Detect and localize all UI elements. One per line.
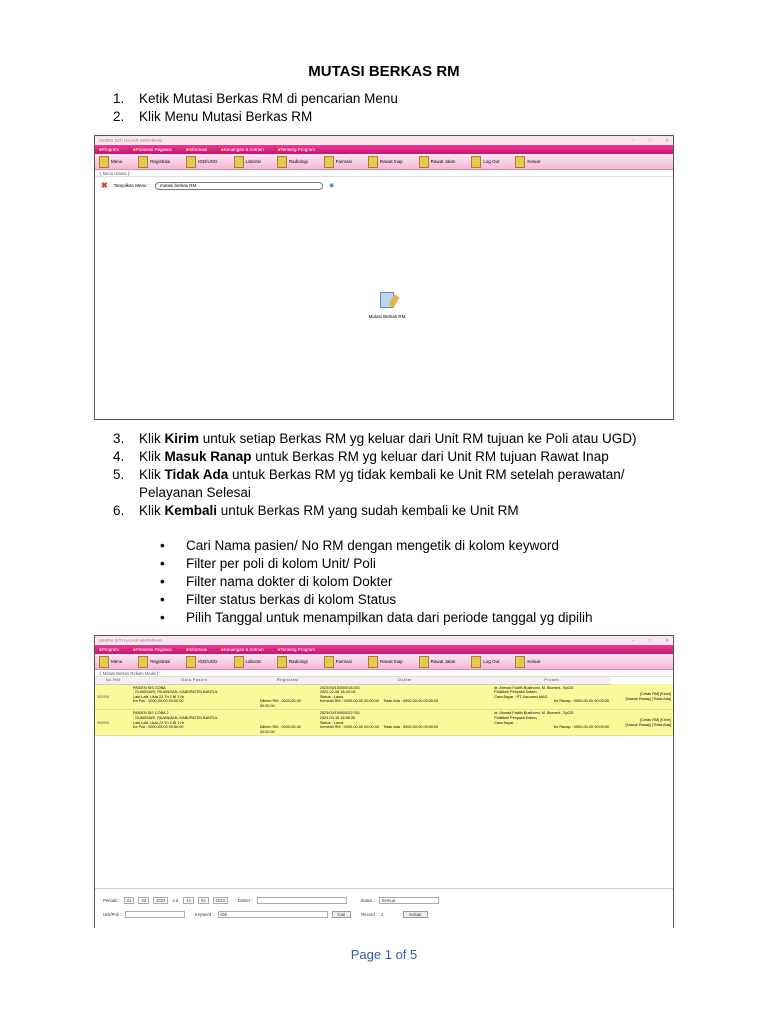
toolbar-logout-button[interactable]: Log Out bbox=[471, 156, 499, 168]
step-number: 3. bbox=[113, 431, 125, 446]
bullet-item: • Filter status berkas di kolom Status bbox=[160, 592, 397, 607]
column-header: Data Pasien bbox=[131, 677, 258, 684]
menubar bbox=[95, 145, 673, 154]
proses-cell[interactable] bbox=[611, 684, 673, 710]
window-titlebar bbox=[95, 136, 673, 145]
toolbar-registrasi-button[interactable]: Registrasi bbox=[138, 656, 170, 668]
step-text: Klik Kirim untuk setiap Berkas RM yg keluar dari Unit RM tujuan ke Poli atau UGD) bbox=[139, 431, 637, 446]
menu-tentang[interactable]: ■ Tentang Program bbox=[278, 647, 315, 652]
cari-button[interactable]: Cari bbox=[332, 911, 352, 918]
page-footer: Page 1 of 5 bbox=[350, 947, 418, 962]
toolbar-farmasi-button[interactable]: Farmasi bbox=[324, 656, 352, 668]
toolbar-menu-button[interactable]: Menu bbox=[99, 656, 122, 668]
proses-cell[interactable] bbox=[611, 710, 673, 736]
window-title: SIMRS SITI HAJAR MATARAM bbox=[99, 138, 162, 143]
menu-informasi[interactable]: ■ Informasi bbox=[186, 147, 207, 152]
close-icon[interactable]: ✕ bbox=[665, 137, 669, 143]
bullet-item: • Filter nama dokter di kolom Dokter bbox=[160, 574, 393, 589]
step-item bbox=[113, 108, 679, 126]
step-number: 2. bbox=[113, 109, 125, 124]
column-header: Dokter bbox=[318, 677, 492, 684]
keyword-input[interactable]: kbb bbox=[218, 911, 328, 918]
unit-poli-select[interactable] bbox=[125, 911, 185, 918]
step-item bbox=[113, 430, 679, 448]
panel-title: ::[ Mutasi Berkas Rekam Medis ]:: bbox=[95, 670, 673, 677]
bullet-item: • Cari Nama pasien/ No RM dengan mengetik di kolom keyword bbox=[160, 538, 559, 553]
filter-bar: Periode : 01 03 2023 s.d. 14 03 2023 Dokter : Status : Semua Unit/Poli : Keyword : kbb Cari Record : 2 Keluar bbox=[95, 888, 673, 928]
toolbar-rawat-jalan-button[interactable]: Rawat Jalan bbox=[419, 656, 456, 668]
search-icon[interactable]: ◉ bbox=[328, 183, 335, 189]
mutasi-table bbox=[95, 677, 673, 736]
clear-icon[interactable]: ✖ bbox=[101, 181, 108, 190]
menubar bbox=[95, 645, 673, 654]
table-row[interactable] bbox=[95, 710, 673, 736]
column-header: Proses bbox=[492, 677, 611, 684]
tanggal-akhir-month[interactable]: 03 bbox=[198, 897, 209, 904]
search-label: Tampilkan Menu : bbox=[113, 183, 149, 188]
toolbar-rawat-inap-button[interactable]: Rawat Inap bbox=[368, 656, 403, 668]
step-text: Klik Menu Mutasi Berkas RM bbox=[139, 109, 313, 124]
screenshot-mutasi-berkas bbox=[94, 635, 674, 928]
menu-search-row bbox=[95, 177, 673, 194]
menu-program[interactable]: ■ Program bbox=[99, 147, 119, 152]
close-icon[interactable]: ✕ bbox=[665, 637, 669, 643]
screenshot-menu-utama bbox=[94, 135, 674, 420]
toolbar bbox=[95, 654, 673, 670]
menu-presensi[interactable]: ■ Presensi Pegawai bbox=[133, 147, 172, 152]
mutasi-berkas-menu-item[interactable] bbox=[367, 292, 407, 319]
document-edit-icon bbox=[380, 292, 394, 308]
toolbar-laborat-button[interactable]: Laborat bbox=[234, 656, 261, 668]
cetak-kirim-link[interactable]: [Cetak RM] [Kirim] bbox=[640, 718, 671, 723]
dokter-select[interactable] bbox=[257, 897, 347, 904]
step-text: Klik Masuk Ranap untuk Berkas RM yg keluar dari Unit RM tujuan Rawat Inap bbox=[139, 449, 609, 464]
menu-item-label: Mutasi Berkas RM bbox=[368, 314, 406, 319]
pasien-cell: PASIEN SIS COBA , GUNDSARI, PAJANGAN, KABUPATEN BANTUL Laki-Laki, Usia 22 Th 2 Bl 1 Hr Ke Poli : 0000-00-00 00:00:00 bbox=[131, 684, 258, 710]
toolbar-menu-button[interactable]: Menu bbox=[99, 156, 122, 168]
tanggal-akhir-day[interactable]: 14 bbox=[183, 897, 194, 904]
ranap-tidak-ada-link[interactable]: [Masuk Ranap] [Tidak Ada] bbox=[625, 696, 671, 701]
toolbar-rawat-inap-button[interactable]: Rawat Inap bbox=[368, 156, 403, 168]
toolbar-keluar-button[interactable]: Keluar bbox=[515, 656, 540, 668]
ranap-tidak-ada-link[interactable]: [Masuk Ranap] [Tidak Ada] bbox=[625, 722, 671, 727]
toolbar-igd-button[interactable]: IGD/UGD bbox=[186, 656, 217, 668]
no-rm-cell: 999951 bbox=[95, 710, 131, 736]
toolbar-radiologi-button[interactable]: Radiologi bbox=[277, 156, 308, 168]
menu-program[interactable]: ■ Program bbox=[99, 647, 119, 652]
panel-title: ::[ Menu Utama ]:: bbox=[95, 170, 673, 177]
step-item bbox=[113, 502, 679, 520]
menu-search-input[interactable]: mutasi berkas RM bbox=[155, 182, 323, 190]
window-title: SIMRS SITI HAJAR MATARAM bbox=[99, 638, 162, 643]
toolbar-rawat-jalan-button[interactable]: Rawat Jalan bbox=[419, 156, 456, 168]
toolbar-registrasi-button[interactable]: Registrasi bbox=[138, 156, 170, 168]
toolbar-radiologi-button[interactable]: Radiologi bbox=[277, 656, 308, 668]
step-item bbox=[113, 90, 679, 108]
window-titlebar bbox=[95, 636, 673, 645]
no-rm-cell: 002991 bbox=[95, 684, 131, 710]
bullet-item: • Pilih Tanggal untuk menampilkan data dari periode tanggal yg dipilih bbox=[160, 610, 593, 625]
minimize-icon[interactable]: – bbox=[631, 637, 635, 643]
bullet-item: • Filter per poli di kolom Unit/ Poli bbox=[160, 556, 376, 571]
menu-keuangan[interactable]: ■ Keuangan & Antrian bbox=[221, 647, 264, 652]
toolbar-keluar-button[interactable]: Keluar bbox=[515, 156, 540, 168]
tanggal-awal-day[interactable]: 01 bbox=[124, 897, 135, 904]
step-item bbox=[113, 466, 679, 502]
table-row[interactable] bbox=[95, 684, 673, 710]
registrasi-cell: 2023/03/15/000018 001 2022-02-08 18:49:18 Status : Lama Kembali RM : 0000-00-00 00:00:00 Tidak Ada : 0000-00-00 00:00:00 bbox=[318, 684, 492, 710]
menu-informasi[interactable]: ■ Informasi bbox=[186, 647, 207, 652]
step-text: Klik Kembali untuk Berkas RM yang sudah kembali ke Unit RM bbox=[139, 503, 519, 518]
step-number: 6. bbox=[113, 503, 125, 518]
mutasi-cell: Dikirim RM : 0000-00-00 00:00:00 bbox=[258, 710, 318, 736]
maximize-icon[interactable]: □ bbox=[648, 637, 652, 643]
column-header: No.RM bbox=[95, 677, 131, 684]
status-select[interactable]: Semua bbox=[379, 897, 439, 904]
tanggal-awal-month[interactable]: 03 bbox=[138, 897, 149, 904]
toolbar bbox=[95, 154, 673, 170]
pasien-cell: PASIEN SIS COBA 2 , GUNDSARI, PAJANGAN, KABUPATEN BANTUL Laki-Laki, Usia 22 Th 2 Bl 1 Hr Ke Poli : 0000-00-00 00:00:00 bbox=[131, 710, 258, 736]
toolbar-logout-button[interactable]: Log Out bbox=[471, 656, 499, 668]
toolbar-igd-button[interactable]: IGD/UGD bbox=[186, 156, 217, 168]
maximize-icon[interactable]: □ bbox=[648, 137, 652, 143]
minimize-icon[interactable]: – bbox=[631, 137, 635, 143]
bullet-list bbox=[160, 537, 593, 627]
registrasi-cell: 2023/03/15/000022 001 2023-03-15 15:56:35 Status : Lama Kembali RM : 0000-00-00 00:00:00 Tidak Ada : 0000-00-00 00:00:00 bbox=[318, 710, 492, 736]
tanggal-awal-year[interactable]: 2023 bbox=[153, 897, 168, 904]
cetak-kirim-link[interactable]: [Cetak RM] [Kirim] bbox=[640, 692, 671, 697]
step-number: 5. bbox=[113, 467, 125, 482]
steps-list-a bbox=[113, 90, 679, 126]
menu-keuangan[interactable]: ■ Keuangan & Antrian bbox=[221, 147, 264, 152]
record-count: 2 bbox=[381, 911, 384, 917]
step-text: Ketik Mutasi Berkas RM di pencarian Menu bbox=[139, 91, 398, 106]
step-text: Klik Tidak Ada untuk Berkas RM yg tidak kembali ke Unit RM setelah perawatan/ Pelayanan Selesai bbox=[139, 467, 625, 500]
step-item bbox=[113, 448, 679, 466]
tanggal-akhir-year[interactable]: 2023 bbox=[213, 897, 228, 904]
keluar-button[interactable]: Keluar bbox=[403, 911, 427, 918]
toolbar-laborat-button[interactable]: Laborat bbox=[234, 156, 261, 168]
mutasi-cell: Dikirim RM : 0000-00-00 00:00:00 bbox=[258, 684, 318, 710]
document-title: MUTASI BERKAS RM bbox=[308, 63, 460, 80]
menu-tentang[interactable]: ■ Tentang Program bbox=[278, 147, 315, 152]
step-number: 4. bbox=[113, 449, 125, 464]
column-header: Registrasi bbox=[258, 677, 318, 684]
step-number: 1. bbox=[113, 91, 125, 106]
toolbar-farmasi-button[interactable]: Farmasi bbox=[324, 156, 352, 168]
menu-presensi[interactable]: ■ Presensi Pegawai bbox=[133, 647, 172, 652]
dokter-cell: dr. Ahmad Fadlih Busthomi, M. Biomed., SpOG Poliklinik Penyakit Dalam Cara Bayar : - Ke Ranap : 0000-00-00 00:00:00 bbox=[492, 710, 611, 736]
steps-list-b bbox=[113, 430, 679, 520]
dokter-cell: dr. Ahmad Fadlih Busthomi, M. Biomed., SpOG Poliklinik Penyakit Dalam Cara Bayar : PT. Asuransi MAG Ke Ranap : 0000-00-00 00:00:00 bbox=[492, 684, 611, 710]
